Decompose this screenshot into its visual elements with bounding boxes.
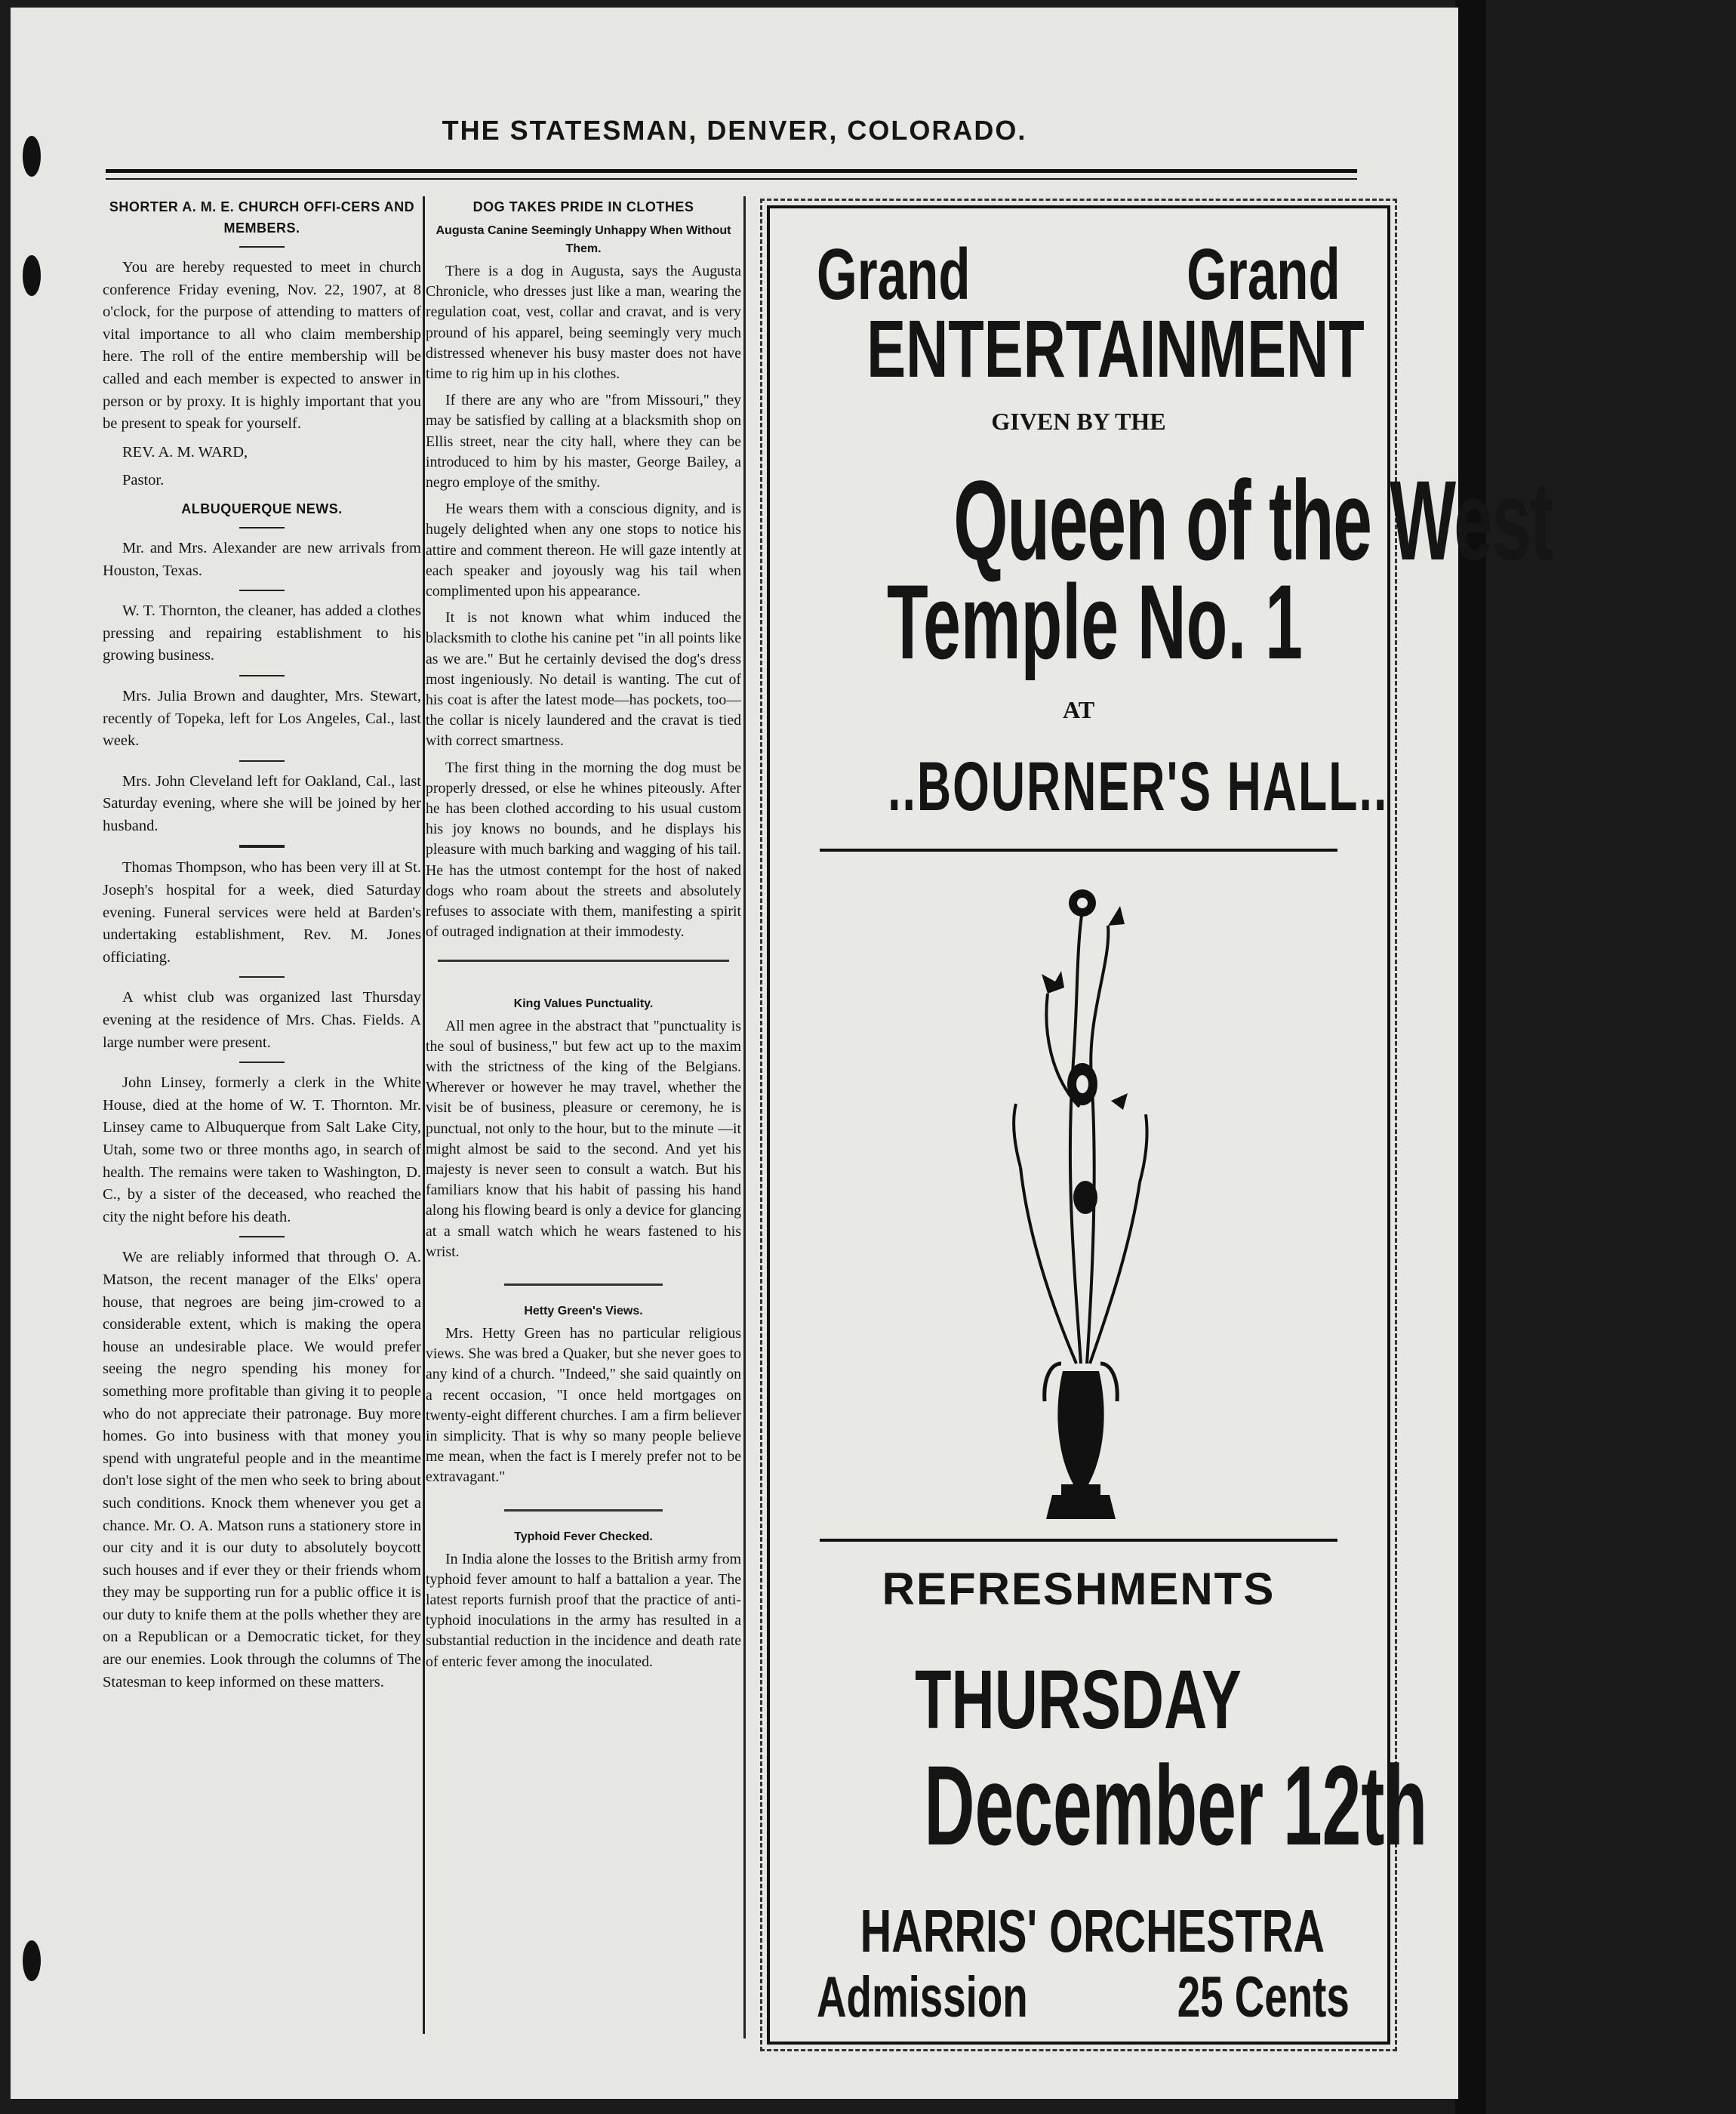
ad-date: December 12th xyxy=(924,1742,1428,1869)
divider xyxy=(239,590,285,591)
article-body: Mrs. Hetty Green has no particular religious views. She was bred a Quaker, but she never goes to any kind of a church. "Indeed," she said quaintly on a recent occasion, "I once held mortgages on twenty-eight different churches. I am a firm believer in simplicity. That is why so many people believe me mean, when the fact is I merely prefer not to be extravagant." xyxy=(426,1324,741,1486)
article-heading: Typhoid Fever Checked. xyxy=(514,1530,653,1543)
news-item: W. T. Thornton, the cleaner, has added a clothes pressing and repairing establishment to his growing business. xyxy=(103,602,421,664)
article-paragraph: The first thing in the morning the dog must be properly dressed, or else he whines piteously. After he has been clothed according to his usual custom his joy knows no bounds, and he displays his pleasure with much barking and wagging of his tail. He has the utmost contempt for the host of naked dogs who roam about the streets and absolutely refuses to associate with them, manifesting a spirit of outraged indignation at their immodesty. xyxy=(426,759,741,941)
ad-queen-of-the-west: Queen of the West xyxy=(953,457,1553,584)
ad-rule xyxy=(820,849,1337,852)
divider xyxy=(239,845,285,848)
article-paragraph: If there are any who are "from Missouri," they may be satisfied by calling at a blacksmith shop on Ellis street, near the city hall, where they can be introduced to him by his master, George Bailey, a negro employe of the smithy. xyxy=(426,392,741,492)
ad-grand-right: Grand xyxy=(1187,234,1340,315)
divider xyxy=(239,760,285,762)
divider xyxy=(239,527,285,528)
ad-temple-number: Temple No. 1 xyxy=(886,562,1303,681)
ad-rule xyxy=(820,1539,1337,1542)
divider xyxy=(239,1236,285,1237)
newspaper-page xyxy=(11,8,1553,2099)
flower-vase-icon xyxy=(998,880,1164,1530)
ad-admission-price: 25 Cents xyxy=(1177,1965,1350,2029)
ad-grand-left: Grand xyxy=(817,234,971,315)
article-body: In India alone the losses to the British army from typhoid fever amount to half a battalion a year. The latest reports furnish proof that the practice of anti-typhoid inoculations in the army has resulted in a substantial reduction in the incidence and death rate of enteric fever among the inoculated. xyxy=(426,1550,741,1670)
ad-day: THURSDAY xyxy=(915,1653,1242,1746)
article-separator xyxy=(504,1284,663,1286)
punch-hole xyxy=(23,255,41,296)
divider xyxy=(239,246,285,248)
ad-given-by: GIVEN BY THE xyxy=(991,408,1166,435)
ad-hall: ..BOURNER'S HALL.. xyxy=(888,748,1389,825)
news-item: A whist club was organized last Thursday evening at the residence of Mrs. Chas. Fields. A large number were present. xyxy=(103,989,421,1051)
ad-orchestra: HARRIS' ORCHESTRA xyxy=(860,1897,1325,1965)
article-heading: DOG TAKES PRIDE IN CLOTHES xyxy=(472,199,694,214)
news-item: We are reliably informed that through O. A. Matson, the recent manager of the Elks' opera house, that negroes are being jim-crowed to a considerable extent, which is making the opera house an undesirable place. We would prefer seeing the negro spending his money for something more profitable than giving it to people who do not appreciate their patronage. Buy more homes. Go into business with that money you spend with ungrateful people and in the meantime don't lose sight of the men who seek to bring about such conditions. Knock them whenever you get a chance. Mr. O. A. Matson runs a stationery store in our city and it is our duty to absolutely boycott such houses and if ever they or their friends whom they may be supporting run for a public office it is our duty to knife them at the polls whether they are on a Republican or a Democratic ticket, for they are our enemies. Look through the columns of The Statesman to keep informed on these matters. xyxy=(103,1249,421,1690)
ad-admission-row xyxy=(817,1965,1350,2029)
article-heading: Hetty Green's Views. xyxy=(524,1304,643,1317)
article-paragraph: He wears them with a conscious dignity, and is hugely delighted when any one stops to notice his attire and comment thereon. He will gaze intently at each speaker and joyously wag his tail when complimented upon his appearance. xyxy=(426,501,741,600)
ad-refreshments: REFRESHMENTS xyxy=(882,1564,1276,1614)
news-item: Mr. and Mrs. Alexander are new arrivals from Houston, Texas. xyxy=(103,539,421,579)
news-item: Mrs. John Cleveland left for Oakland, Cal., last Saturday evening, where she will be joined by her husband. xyxy=(103,772,421,834)
article-separator xyxy=(438,960,729,962)
entertainment-advertisement xyxy=(767,205,1553,2045)
article-heading: ALBUQUERQUE NEWS. xyxy=(181,501,343,516)
article-body: All men agree in the abstract that "punctuality is the soul of business," but few act up to the maxim with the strictness of the king of the Belgians. Wherever or however he may travel, whether the visit be of business, pleasure or ceremony, he is punctual, not only to the hour, but to the minute —it might almost be said to the second. And yet his majesty is never seen to consult a watch. But his familiars know that his habit of passing his hand along his flowing beard is only a device for glancing at a small watch which he wears fastened to his wrist. xyxy=(426,1017,741,1260)
article-subheading: Augusta Canine Seemingly Unhappy When Without Them. xyxy=(436,224,731,255)
column-divider xyxy=(743,196,746,2038)
binder-edge xyxy=(1455,0,1486,2114)
article-heading: King Values Punctuality. xyxy=(513,997,654,1010)
masthead-rule-thin xyxy=(106,178,1357,180)
news-item: Thomas Thompson, who has been very ill at St. Joseph's hospital for a week, died Saturday evening. Funeral services were held at Barden's undertaking establishment, Rev. M. Jones officiating. xyxy=(103,859,421,966)
divider xyxy=(239,675,285,676)
ad-grand-row xyxy=(817,234,1340,315)
article-separator xyxy=(504,1509,663,1512)
news-item: Mrs. Julia Brown and daughter, Mrs. Stewart, recently of Topeka, left for Los Angeles, Cal., last week. xyxy=(103,687,421,750)
divider xyxy=(239,976,285,978)
column-divider xyxy=(423,196,425,2034)
ad-admission-label: Admission xyxy=(817,1965,1028,2029)
article-paragraph: It is not known what whim induced the blacksmith to clothe his canine pet "in all points like as we are." But he certainly devised the dog's dress most ingeniously. No detail is wanting. The cut of his coat is after the latest mode—has pockets, too—the collar is nicely laundered and the cravat is tied with correct smartness. xyxy=(426,609,741,750)
ad-at: AT xyxy=(1062,696,1095,723)
column-1 xyxy=(103,193,421,1700)
news-item: John Linsey, formerly a clerk in the White House, died at the home of W. T. Thornton. Mr. Linsey came to Albuquerque from Salt Lake City, Utah, some two or three months ago, in search of health. The remains were taken to Washington, D. C., by a sister of the deceased, who reached the city the night before his death. xyxy=(103,1074,421,1225)
column-2 xyxy=(426,193,741,1678)
divider xyxy=(239,1062,285,1063)
punch-hole xyxy=(23,1940,41,1981)
ad-entertainment: ENTERTAINMENT xyxy=(866,303,1365,394)
article-heading: SHORTER A. M. E. CHURCH OFFI-CERS AND MEMBERS. xyxy=(109,199,415,236)
article-body: You are hereby requested to meet in church conference Friday evening, Nov. 22, 1907, at 8 o'clock, for the purpose of attending to matters of vital importance to all who claim membership here. The roll of the entire membership will be called and each member is expected to answer in person or by proxy. It is highly important that you be present to speak for yourself. xyxy=(103,259,421,433)
article-paragraph: There is a dog in Augusta, says the Augusta Chronicle, who dresses just like a man, wearing the regulation coat, vest, collar and cravat, and is very pround of his apparel, being seemingly very much distressed whenever his busy master does not have time to rig him up in his clothes. xyxy=(426,263,741,383)
masthead-rule xyxy=(106,169,1357,173)
masthead: THE STATESMAN, DENVER, COLORADO. xyxy=(442,115,1027,146)
signature-title: Pastor. xyxy=(122,472,165,489)
signature: REV. A. M. WARD, xyxy=(122,443,248,461)
